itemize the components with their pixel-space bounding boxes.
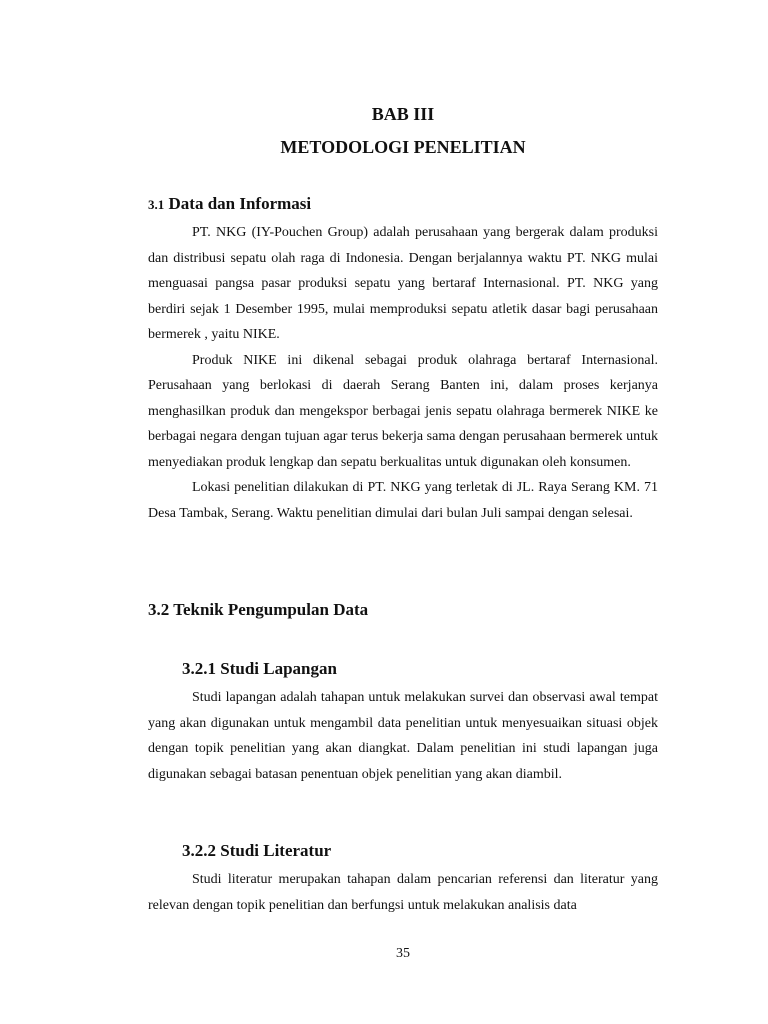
section-3-1-title: Data dan Informasi [168,194,312,213]
section-3-1-number: 3.1 [148,197,165,212]
section-3-2-2-body [148,867,658,918]
section-3-2-1-body [148,685,658,787]
paragraph: Produk NIKE ini dikenal sebagai produk olahraga bertaraf Internasional. Perusahaan yang berlokasi di daerah Serang Banten ini, dalam proses kerjanya menghasilkan produk dan mengekspor berbagai jenis sepatu olahraga bermerek NIKE ke berbagai negara dengan tujuan agar terus bekerja sama dengan perusahaan bermerek untuk menyediakan produk lengkap dan sepatu berkualitas untuk digunakan oleh konsumen. [148,352,658,470]
section-3-2-1-heading: 3.2.1 Studi Lapangan [182,659,337,678]
paragraph: PT. NKG (IY-Pouchen Group) adalah perusahaan yang bergerak dalam produksi dan distribusi sepatu olah raga di Indonesia. Dengan berjalannya waktu PT. NKG mulai menguasai pangsa pasar produksi sepatu yang bertaraf Internasional. PT. NKG yang berdiri sejak 1 Desember 1995, mulai memproduksi sepatu atletik dasar bagi perusahaan bermerek , yaitu NIKE. [148,225,658,342]
chapter-number: BAB III [371,104,435,124]
chapter-title: METODOLOGI PENELITIAN [280,137,526,157]
section-3-2-heading: 3.2 Teknik Pengumpulan Data [148,600,369,619]
paragraph: Studi literatur merupakan tahapan dalam pencarian referensi dan literatur yang relevan dengan topik penelitian dan berfungsi untuk melakukan analisis data [148,872,658,913]
page-number: 35 [396,946,410,961]
section-3-2-2-heading: 3.2.2 Studi Literatur [182,841,332,860]
section-3-1-heading [148,194,311,214]
section-3-1-body [148,220,658,526]
paragraph: Studi lapangan adalah tahapan untuk melakukan survei dan observasi awal tempat yang akan digunakan untuk mengambil data penelitian untuk menyesuaikan situasi objek dengan topik penelitian yang akan diangkat. Dalam penelitian ini studi lapangan juga digunakan sebagai batasan penentuan objek penelitian yang akan diambil. [148,690,658,782]
paragraph: Lokasi penelitian dilakukan di PT. NKG yang terletak di JL. Raya Serang KM. 71 Desa Tambak, Serang. Waktu penelitian dimulai dari bulan Juli sampai dengan selesai. [148,480,658,521]
